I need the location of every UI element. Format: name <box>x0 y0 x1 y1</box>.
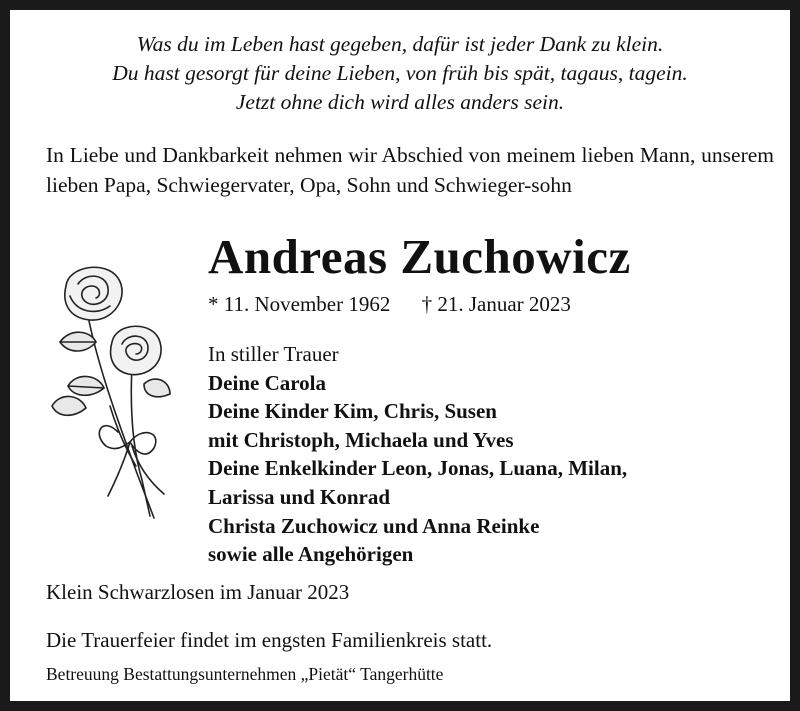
mourner-line: Larissa und Konrad <box>208 484 391 509</box>
mourner-line: Christa Zuchowicz und Anna Reinke <box>208 513 540 538</box>
deceased-name: Andreas Zuchowicz <box>208 229 631 284</box>
mourner-line: sowie alle Angehörigen <box>208 542 414 567</box>
mourning-intro: In stiller Trauer <box>208 342 339 366</box>
poem-line: Jetzt ohne dich wird alles anders sein. <box>235 90 565 114</box>
poem-line: Du hast gesorgt für deine Lieben, von früh bis spät, tagaus, tagein. <box>112 61 688 85</box>
mourners-block <box>208 340 627 569</box>
mourner-line: mit Christoph, Michaela und Yves <box>208 427 514 452</box>
funeral-note: Die Trauerfeier findet im engsten Familienkreis statt. <box>46 628 493 652</box>
mourner-line: Deine Enkelkinder Leon, Jonas, Luana, Milan, <box>208 456 628 481</box>
place-date: Klein Schwarzlosen im Januar 2023 <box>46 580 350 604</box>
life-dates <box>208 292 571 317</box>
intro-text: In Liebe und Dankbarkeit nehmen wir Abschied von meinem lieben Mann, unserem lieben Papa, Schwiegervater, Opa, Sohn und Schwieger-sohn <box>46 143 774 197</box>
poem-line: Was du im Leben hast gegeben, dafür ist jeder Dank zu klein. <box>136 32 664 56</box>
mourner-line: Deine Kinder Kim, Chris, Susen <box>208 399 497 424</box>
death-date: † 21. Januar 2023 <box>421 292 571 316</box>
funeral-home-credit: Betreuung Bestattungsunternehmen „Pietät“ Tangerhütte <box>46 664 444 684</box>
mourner-line: Deine Carola <box>208 370 327 395</box>
birth-date: * 11. November 1962 <box>208 292 391 316</box>
roses-illustration <box>46 256 176 526</box>
poem <box>20 30 780 117</box>
